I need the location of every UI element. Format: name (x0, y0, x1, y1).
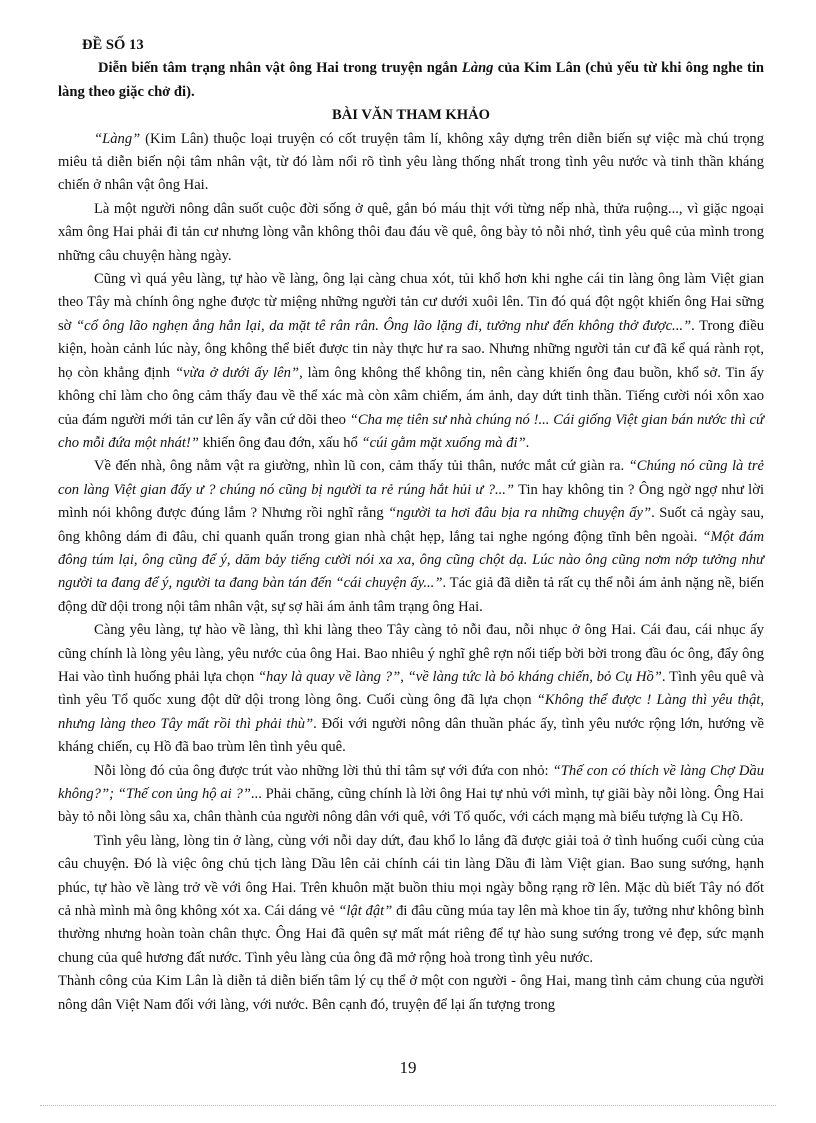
essay-body (58, 128, 764, 1017)
subject-text-after: của Kim Lân (chủ yếu từ khi ông nghe tin làng theo giặc chở đi). (58, 60, 764, 100)
essay-paragraph (58, 760, 764, 830)
paragraph-text: . Đối với người nông dân thuần phác ấy, tình yêu nước rộng lớn, hướng về kháng chiến, cụ Hồ đã bao trùm lên tình yêu quê. (58, 715, 764, 756)
page-number: 19 (399, 1058, 417, 1077)
quoted-text: “Một đám đông túm lại, ông cũng để ý, dăm bảy tiếng cười nói xa xa, ông cũng chột dạ. Lúc nào ông cũng nơm nớp tưởng như người ta đang để ý, người ta đang bàn tán đến “cái chuyện ấy...” (58, 528, 765, 592)
quoted-text: “lật đật” (338, 903, 393, 920)
quoted-text: “Chúng nó cũng là trẻ con làng Việt gian đấy ư ? chúng nó cũng bị người ta rẻ rúng hắt hủi ư ?...” (58, 458, 765, 498)
paragraph-text: . Tác giả đã diễn tả rất cụ thể nỗi ám ảnh nặng nề, biến động dữ dội trong nội tâm nhân vật, sự sợ hãi ám ảnh tâm trạng ông Hai. (58, 575, 764, 615)
quoted-text: “cổ ông lão nghẹn ắng hẳn lại, da mặt tê rân rân. Ông lão lặng đi, tưởng như đến không thở được...” (76, 317, 692, 334)
paragraph-text: Nỗi lòng đó của ông được trút vào những lời thủ thỉ tâm sự với đứa con nhỏ: (94, 762, 553, 779)
quoted-text: “vừa ở dưới ấy lên” (174, 364, 300, 381)
paragraph-text: . Tình yêu quê và tình yêu Tổ quốc xung đột dữ dội trong lòng ông. Cuối cùng ông đã lựa chọn (58, 668, 765, 709)
paragraph-text: Tình yêu làng, lòng tin ở làng, cùng với nỗi day dứt, đau khổ lo lắng đã được giải toả ở tình huống cuối cùng của câu chuyện. Đó là việc ông chủ tịch làng Dầu lên cải chính cái tin làng Dầu đi làm Việt gian. Bao sung sướng, hạnh phúc, tự hào về làng trở về với ông Hai. Trên khuôn mặt buồn thiu mọi ngày bỗng rạng rỡ lên. Mặc dù biết Tây nó đốt cả nhà mình mà ông không xót xa. Cái dáng vẻ (58, 832, 764, 920)
paragraph-text: Về đến nhà, ông nằm vật ra giường, nhìn lũ con, cảm thấy tủi thân, nước mắt cứ giàn ra. (94, 458, 629, 475)
essay-paragraph (58, 619, 764, 759)
work-title: Làng (461, 60, 494, 77)
quoted-text: “Làng” (94, 130, 141, 147)
paragraph-text: , làm ông không thể không tin, nên càng khiến ông đau buồn, khổ sở. Tin ấy không chỉ làm cho ông cảm thấy đau về thể xác mà còn xâm chiếm, ám ảnh, day dứt tinh thần. Tiếng cười nói xôn xao của đám người mới tản cư lên ấy vẫn cứ dõi theo (58, 364, 764, 428)
quoted-text: “Cha mẹ tiên sư nhà chúng nó !... Cái giống Việt gian bán nước thì cứ cho mỗi đứa một nhát!” (58, 411, 764, 451)
quoted-text: “về làng tức là bỏ kháng chiến, bỏ Cụ Hồ” (407, 668, 662, 685)
quoted-text: “cúi gằm mặt xuống mà đi” (361, 434, 526, 451)
essay-paragraph (58, 455, 764, 619)
paragraph-text: Thành công của Kim Lân là diễn tả diễn biến tâm lý cụ thể ở một con người - ông Hai, mang tình cảm chung của người nông dân Việt Nam đối với làng, với nước. Bên cạnh đó, truyện để lại ấn tượng trong (58, 973, 764, 1013)
essay-paragraph (58, 830, 764, 970)
paragraph-text: khiến ông đau đớn, xấu hổ (198, 434, 362, 451)
essay-paragraph (58, 198, 764, 268)
paragraph-text: Cũng vì quá yêu làng, tự hào về làng, ông lại càng chua xót, tủi khổ hơn khi nghe cái tin làng ông làm Việt gian theo Tây mà chính ông nghe được từ miệng những người tản cư dưới xuôi lên. Tin đó quá đột ngột khiến ông Hai sững sờ (58, 271, 764, 334)
subject-text-before: Diễn biến tâm trạng nhân vật ông Hai trong truyện ngắn (98, 60, 462, 77)
paragraph-text: . Trong điều kiện, hoàn cảnh lúc này, ông không thể biết được tin này thực hư ra sao. Nhưng những người tản cư đã kể quá rành rọt, họ còn khẳng định (58, 317, 764, 381)
essay-paragraph (58, 128, 764, 198)
essay-paragraph (58, 268, 764, 455)
paragraph-text: . (525, 434, 530, 451)
essay-subject (58, 57, 764, 104)
footer-divider (40, 1105, 776, 1106)
quoted-text: “Không thể được ! Làng thì yêu thật, nhưng làng theo Tây mất rồi thì phải thù” (58, 692, 764, 732)
reference-title: BÀI VĂN THAM KHẢO (332, 107, 490, 124)
paragraph-text: Tin hay không tin ? Ông ngờ ngợ như lời mình nói không được đúng lắm ? Nhưng rồi nghĩ rằng (58, 481, 765, 522)
quoted-text: “người ta hơi đâu bịa ra những chuyện ấy” (388, 505, 652, 522)
paragraph-text: Là một người nông dân suốt cuộc đời sống ở quê, gắn bó máu thịt với từng nếp nhà, thửa ruộng..., vì giặc ngoại xâm ông Hai phải đi tản cư nhưng lòng vẫn không thôi đau đáu về quê, ông bày tỏ nỗi nhớ, tình yêu quê của mình trong những câu chuyện hàng ngày. (58, 200, 764, 264)
essay-paragraph (58, 970, 764, 1017)
paragraph-text: , (400, 668, 408, 685)
quoted-text: “hay là quay về làng ?” (257, 668, 401, 685)
exam-heading: ĐỀ SỐ 13 (82, 37, 144, 53)
paragraph-text: . Suốt cả ngày sau, ông không dám đi đâu, chỉ quanh quẩn trong gian nhà chật hẹp, lắng tai nghe ngóng động tĩnh bên ngoài. (58, 505, 764, 545)
paragraph-text: đi đâu cũng múa tay lên mà khoe tin ấy, tưởng như không bình thường nhưng hoàn toàn chân thực. Ông Hai đã quên sự mất mát riêng để tự hào sung sướng trong vẻ đẹp, sức mạnh chung của quê hương đất nước. Tình yêu làng của ông đã mở rộng hoà trong tình yêu nước. (58, 903, 764, 966)
quoted-text: “Thế con có thích về làng Chợ Dầu không?”; “Thế con ủng hộ ai ?” (58, 762, 764, 802)
paragraph-text: Càng yêu làng, tự hào về làng, thì khi làng theo Tây càng tỏ nỗi đau, nỗi nhục ở ông Hai. Cái đau, cái nhục ấy cũng chính là lòng yêu làng, yêu nước của ông Hai. Bao nhiêu ý nghĩ ghê rợn nối tiếp bời bời trong đầu óc ông, đẩy ông Hai vào tình huống phải lựa chọn (58, 622, 764, 685)
paragraph-text: (Kim Lân) thuộc loại truyện có cốt truyện tâm lí, không xây dựng trên diễn biến sự việc mà chú trọng miêu tả diễn biến nội tâm nhân vật, từ đó làm nổi rõ tình yêu làng thống nhất trong tình yêu nước và tinh thần kháng chiến ở nhân vật ông Hai. (58, 130, 764, 194)
paragraph-text: ... Phải chăng, cũng chính là lời ông Hai tự nhủ với mình, tự giãi bày nỗi lòng. Ông Hai bày tỏ nỗi lòng sâu xa, chân thành của người nông dân với quê, với Tổ quốc, với cách mạng mà biểu tượng là Cụ Hồ. (58, 786, 764, 826)
